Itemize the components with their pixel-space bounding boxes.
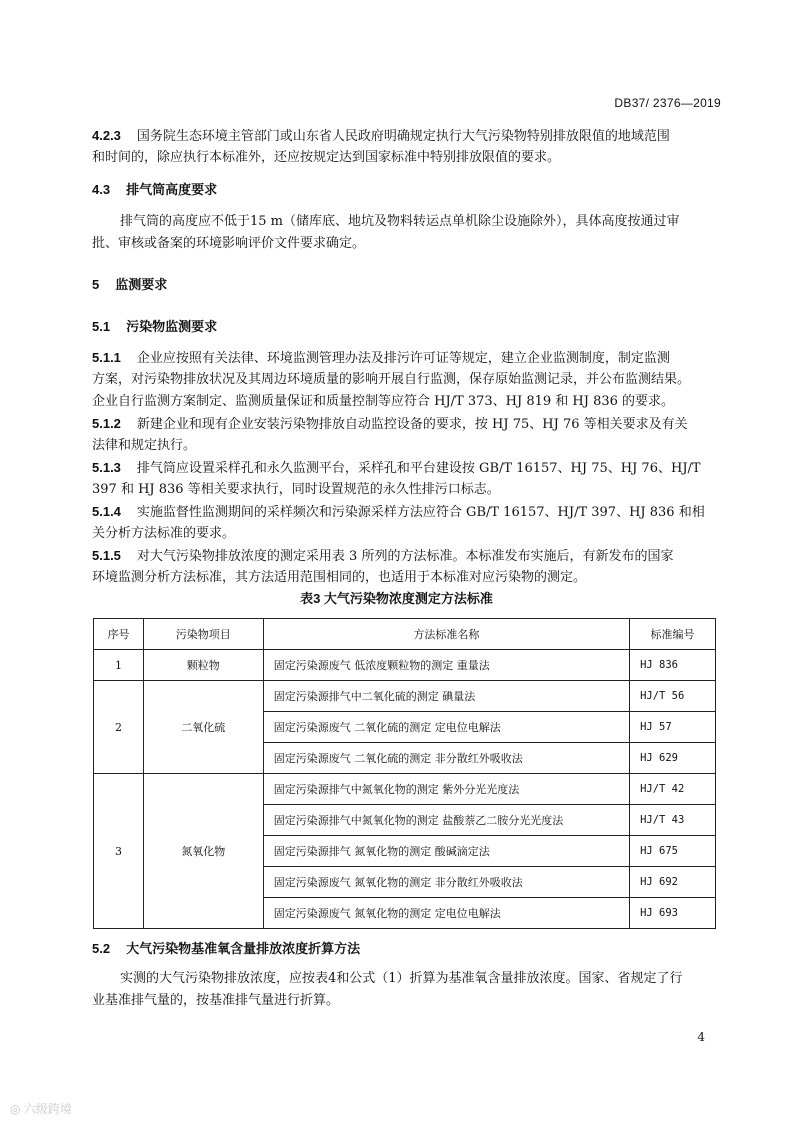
- clause-text: 企业应按照有关法律、环境监测管理办法及排污许可证等规定，建立企业监测制度，制定监测: [136, 351, 670, 366]
- clause-5-2-line-2: 业基准排气量的，按基准排气量进行折算。: [92, 993, 340, 1008]
- method-cell: 固定污染源排气中二氧化硫的测定 碘量法: [263, 681, 629, 712]
- heading-number: 5.1: [92, 319, 111, 334]
- clause-text: 对大气污染物排放浓度的测定采用表 3 所列的方法标准。本标准发布实施后，有新发布的国家: [136, 549, 674, 564]
- method-cell: 固定污染源排气中氮氧化物的测定 紫外分光光度法: [263, 774, 629, 805]
- clause-5-1-5-line-2: 环境监测分析方法标准，其方法适用范围相同的，也适用于本标准对应污染物的测定。: [92, 570, 587, 585]
- clause-number: 4.2.3: [92, 128, 121, 143]
- code-cell: HJ 57: [630, 712, 716, 743]
- code-cell: HJ 836: [630, 650, 716, 681]
- document-code: DB37/ 2376—2019: [614, 96, 721, 110]
- clause-5-1-1-line-3: 企业自行监测方案制定、监测质量保证和质量控制等应符合 HJ/T 373、HJ 819 和 HJ 836 的要求。: [92, 394, 675, 409]
- clause-5-2-line-1: 实测的大气污染物排放浓度，应按表4和公式（1）折算为基准氧含量排放浓度。国家、省规定了行: [120, 971, 683, 986]
- table-caption: 表3 大气污染物浓度测定方法标准: [300, 591, 493, 606]
- clause-5-1-2-line-2: 法律和规定执行。: [92, 438, 197, 453]
- heading-number: 4.3: [92, 182, 111, 197]
- table-row: [94, 650, 716, 681]
- method-cell: 固定污染源废气 二氧化硫的测定 定电位电解法: [263, 712, 629, 743]
- clause-number: 5.1.1: [92, 350, 121, 365]
- clause-5-1-3-line-1: [92, 457, 716, 480]
- pollutant-cell: 二氧化硫: [143, 681, 263, 774]
- heading-title: 排气筒高度要求: [126, 182, 218, 197]
- serial-cell: 2: [94, 681, 144, 774]
- clause-number: 5.1.5: [92, 548, 121, 563]
- clause-number: 5.1.2: [92, 416, 121, 431]
- heading-number: 5.2: [92, 941, 111, 956]
- code-cell: HJ 692: [630, 867, 716, 898]
- clause-5-1-4-line-2: 关分析方法标准的要求。: [92, 526, 236, 541]
- page-number: 4: [697, 1030, 705, 1044]
- clause-text: 国务院生态环境主管部门或山东省人民政府明确规定执行大气污染物特别排放限值的地域范围: [136, 129, 670, 144]
- clause-4-3-line-1: 排气筒的高度应不低于15 m（储库底、地坑及物料转运点单机除尘设施除外），具体高度按通过审: [120, 214, 680, 229]
- heading-5-2: [92, 938, 360, 957]
- code-cell: HJ 693: [630, 898, 716, 929]
- method-cell: 固定污染源废气 低浓度颗粒物的测定 重量法: [263, 650, 629, 681]
- watermark-icon: ◎: [10, 1102, 24, 1116]
- clause-4-2-3-line-1: [92, 125, 716, 148]
- watermark-text: 六级跨境: [23, 1102, 72, 1116]
- heading-4-3: [92, 179, 217, 198]
- pollutant-cell: 氮氧化物: [143, 774, 263, 929]
- clause-5-1-2-line-1: [92, 413, 716, 436]
- heading-number: 5: [92, 277, 100, 292]
- clause-5-1-5-line-1: [92, 545, 716, 568]
- header-method: 方法标准名称: [263, 619, 629, 650]
- header-code: 标准编号: [630, 619, 716, 650]
- header-serial: 序号: [94, 619, 144, 650]
- clause-text: 排气筒应设置采样孔和永久监测平台，采样孔和平台建设按 GB/T 16157、HJ 75、HJ 76、HJ/T: [136, 461, 701, 476]
- clause-5-1-4-line-1: [92, 501, 716, 524]
- code-cell: HJ/T 56: [630, 681, 716, 712]
- header-pollutant: 污染物项目: [143, 619, 263, 650]
- table-row: [94, 774, 716, 805]
- watermark: [10, 1100, 72, 1117]
- clause-text: 新建企业和现有企业安装污染物排放自动监控设备的要求，按 HJ 75、HJ 76 等相关要求及有关: [136, 417, 688, 432]
- pollutant-cell: 颗粒物: [143, 650, 263, 681]
- serial-cell: 1: [94, 650, 144, 681]
- code-cell: HJ/T 42: [630, 774, 716, 805]
- method-cell: 固定污染源废气 氮氧化物的测定 定电位电解法: [263, 898, 629, 929]
- method-cell: 固定污染源废气 二氧化硫的测定 非分散红外吸收法: [263, 743, 629, 774]
- method-cell: 固定污染源废气 氮氧化物的测定 非分散红外吸收法: [263, 867, 629, 898]
- clause-4-2-3-line-2: 和时间的，除应执行本标准外，还应按规定达到国家标准中特别排放限值的要求。: [92, 150, 561, 165]
- method-cell: 固定污染源排气 氮氧化物的测定 酸碱滴定法: [263, 836, 629, 867]
- clause-number: 5.1.4: [92, 504, 121, 519]
- table-row: [94, 681, 716, 712]
- heading-title: 大气污染物基准氧含量排放浓度折算方法: [126, 941, 361, 956]
- heading-title: 监测要求: [115, 277, 168, 292]
- code-cell: HJ 629: [630, 743, 716, 774]
- clause-text: 实施监督性监测期间的采样频次和污染源采样方法应符合 GB/T 16157、HJ/T 397、HJ 836 和相: [136, 505, 705, 520]
- clause-5-1-1-line-1: [92, 347, 716, 370]
- heading-title: 污染物监测要求: [126, 319, 218, 334]
- methods-table: [93, 618, 716, 929]
- clause-number: 5.1.3: [92, 460, 121, 475]
- code-cell: HJ 675: [630, 836, 716, 867]
- clause-5-1-1-line-2: 方案，对污染物排放状况及其周边环境质量的影响开展自行监测，保存原始监测记录，并公布监测结果。: [92, 372, 691, 387]
- method-cell: 固定污染源排气中氮氧化物的测定 盐酸萘乙二胺分光光度法: [263, 805, 629, 836]
- clause-5-1-3-line-2: 397 和 HJ 836 等相关要求执行，同时设置规范的永久性排污口标志。: [92, 482, 500, 497]
- serial-cell: 3: [94, 774, 144, 929]
- heading-5-1: [92, 316, 217, 335]
- code-cell: HJ/T 43: [630, 805, 716, 836]
- heading-5: [92, 274, 167, 293]
- table-header-row: [94, 619, 716, 650]
- clause-4-3-line-2: 批、审核或备案的环境影响评价文件要求确定。: [92, 236, 366, 251]
